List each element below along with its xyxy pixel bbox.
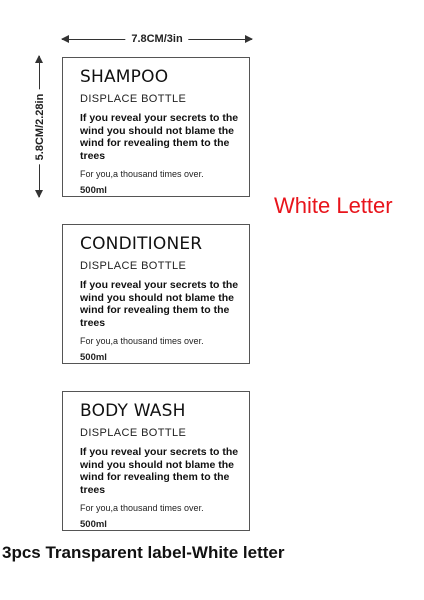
- label-tagline: For you,a thousand times over.: [80, 503, 204, 513]
- width-dimension-label: 7.8CM/3in: [125, 30, 188, 48]
- label-tagline: For you,a thousand times over.: [80, 169, 204, 179]
- label-tagline: For you,a thousand times over.: [80, 336, 204, 346]
- label-body-text: If you reveal your secrets to the wind you should not blame the wind for revealing them to the trees: [80, 279, 239, 329]
- label-subtitle: DISPLACE BOTTLE: [80, 260, 187, 272]
- body-wash-label: [62, 391, 250, 531]
- shampoo-label: [62, 57, 250, 197]
- white-letter-callout: White Letter: [274, 193, 393, 218]
- label-title: SHAMPOO: [80, 67, 169, 87]
- product-caption: 3pcs Transparent label-White letter: [2, 543, 285, 562]
- conditioner-label: [62, 224, 250, 364]
- label-body-text: If you reveal your secrets to the wind you should not blame the wind for revealing them to the trees: [80, 112, 239, 162]
- arrow-down-icon: [35, 190, 43, 198]
- arrow-right-icon: [245, 35, 253, 43]
- height-dimension-label: 5.8CM/2.28in: [32, 89, 48, 164]
- label-title: BODY WASH: [80, 401, 186, 421]
- label-subtitle: DISPLACE BOTTLE: [80, 93, 187, 105]
- label-subtitle: DISPLACE BOTTLE: [80, 427, 187, 439]
- label-volume: 500ml: [80, 519, 107, 530]
- label-title: CONDITIONER: [80, 234, 203, 254]
- label-volume: 500ml: [80, 352, 107, 363]
- width-dimension: [62, 30, 252, 50]
- height-dimension: [30, 56, 50, 197]
- arrow-up-icon: [35, 55, 43, 63]
- arrow-left-icon: [61, 35, 69, 43]
- label-volume: 500ml: [80, 185, 107, 196]
- label-body-text: If you reveal your secrets to the wind you should not blame the wind for revealing them to the trees: [80, 446, 239, 496]
